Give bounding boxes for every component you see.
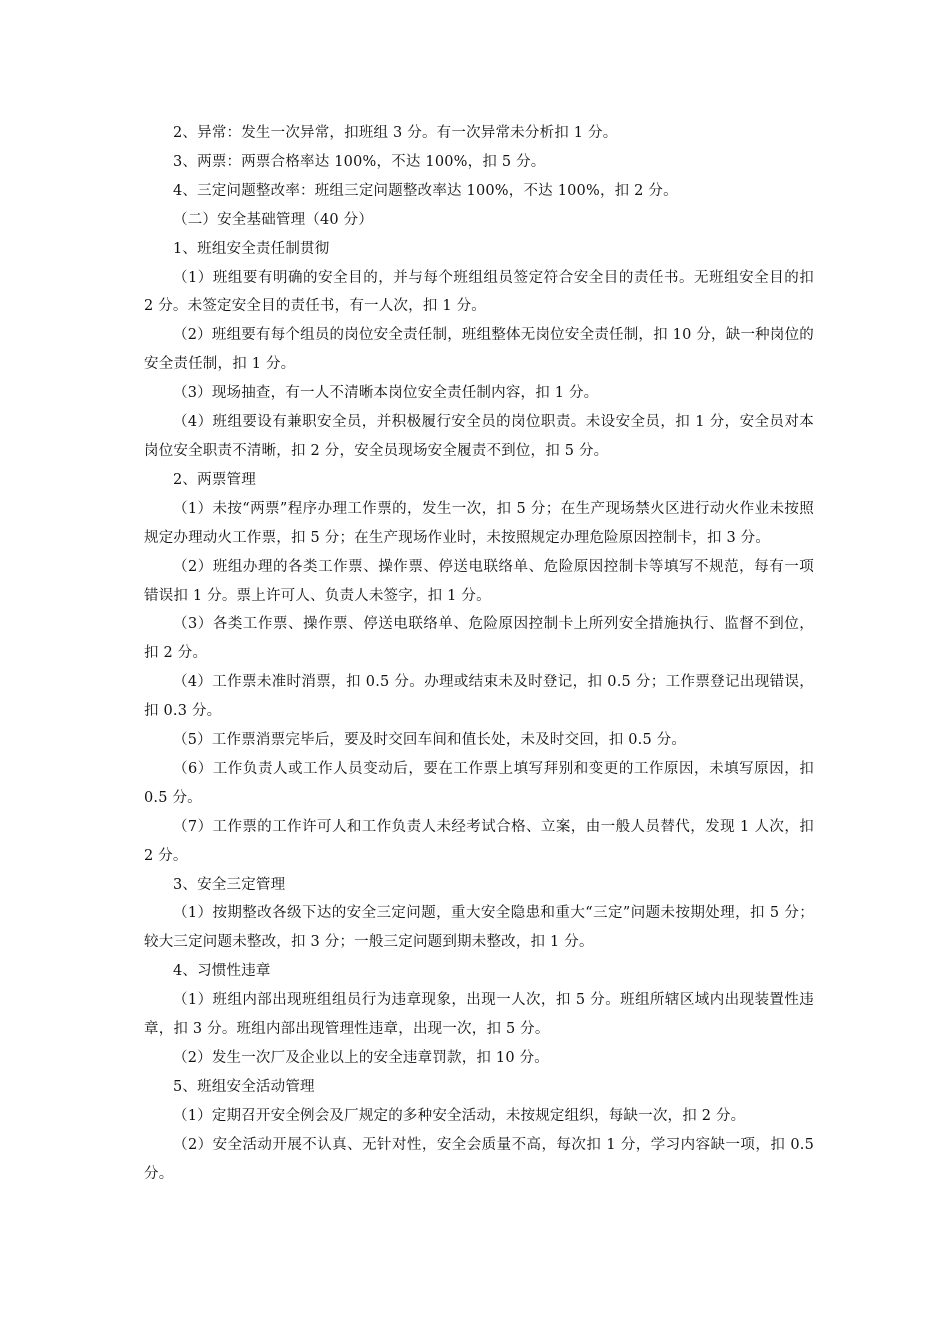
paragraph-responsibility-4: （4）班组要设有兼职安全员，并积极履行安全员的岗位职责。未设安全员，扣 1 分，安全员对本岗位安全职责不清晰，扣 2 分，安全员现场安全履责不到位，扣 5 分。: [144, 414, 814, 459]
paragraph-activity-1: （1）定期召开安全例会及厂规定的多种安全活动，未按规定组织，每缺一次，扣 2 分。: [173, 1107, 746, 1124]
paragraph-three-fix-1: （1）按期整改各级下达的安全三定问题，重大安全隐患和重大“三定”问题未按期处理，扣 5 分；较大三定问题未整改，扣 3 分；一般三定问题到期未整改，扣 1 分。: [144, 905, 814, 951]
subheading-habitual-violation: 4、习惯性违章: [173, 963, 271, 980]
paragraph-activity-2: （2）安全活动开展不认真、无针对性，安全会质量不高，每次扣 1 分，学习内容缺一项，扣 0.5 分。: [144, 1136, 814, 1182]
paragraph-abnormal: 2、异常：发生一次异常，扣班组 3 分。有一次异常未分析扣 1 分。: [173, 125, 618, 141]
section-heading-safety-basics: （二）安全基础管理（40 分）: [173, 211, 374, 228]
subheading-responsibility: 1、班组安全责任制贯彻: [173, 240, 330, 257]
document-body: [144, 119, 814, 1189]
subheading-safety-activity: 5、班组安全活动管理: [173, 1078, 315, 1095]
subheading-two-tickets: 2、两票管理: [173, 471, 256, 488]
paragraph-responsibility-3: （3）现场抽查，有一人不清晰本岗位安全责任制内容，扣 1 分。: [173, 385, 599, 402]
paragraph-tickets-4: （4）工作票未准时消票，扣 0.5 分。办理或结束未及时登记，扣 0.5 分；工作票登记出现错误，扣 0.3 分。: [144, 674, 814, 720]
paragraph-tickets-7: （7）工作票的工作许可人和工作负责人未经考试合格、立案，由一般人员替代，发现 1 人次，扣 2 分。: [144, 818, 814, 864]
paragraph-tickets-2: （2）班组办理的各类工作票、操作票、停送电联络单、危险原因控制卡等填写不规范，每有一项错误扣 1 分。票上许可人、负责人未签字，扣 1 分。: [144, 558, 814, 604]
paragraph-violation-2: （2）发生一次厂及企业以上的安全违章罚款，扣 10 分。: [173, 1050, 549, 1066]
paragraph-tickets-1: （1）未按“两票”程序办理工作票的，发生一次，扣 5 分；在生产现场禁火区进行动火作业未按照规定办理动火工作票，扣 5 分；在生产现场作业时，未按照规定办理危险原因控制卡，扣 3 分。: [144, 500, 814, 546]
paragraph-two-tickets-rate: 3、两票：两票合格率达 100%，不达 100%，扣 5 分。: [173, 153, 546, 170]
paragraph-responsibility-1: （1）班组要有明确的安全目的，并与每个班组组员签定符合安全目的责任书。无班组安全目的扣 2 分。未签定安全目的责任书，有一人次，扣 1 分。: [144, 269, 814, 315]
paragraph-three-fix-rate: 4、三定问题整改率：班组三定问题整改率达 100%，不达 100%，扣 2 分。: [173, 182, 678, 199]
paragraph-tickets-5: （5）工作票消票完毕后，要及时交回车间和值长处，未及时交回，扣 0.5 分。: [173, 732, 687, 749]
paragraph-tickets-3: （3）各类工作票、操作票、停送电联络单、危险原因控制卡上所列安全措施执行、监督不到位，扣 2 分。: [144, 616, 814, 662]
paragraph-violation-1: （1）班组内部出现班组组员行为违章现象，出现一人次，扣 5 分。班组所辖区域内出现装置性违章，扣 3 分。班组内部出现管理性违章，出现一次，扣 5 分。: [144, 992, 814, 1038]
subheading-three-fix: 3、安全三定管理: [173, 876, 286, 893]
paragraph-responsibility-2: （2）班组要有每个组员的岗位安全责任制，班组整体无岗位安全责任制，扣 10 分，缺一种岗位的安全责任制，扣 1 分。: [144, 327, 814, 373]
paragraph-tickets-6: （6）工作负责人或工作人员变动后，要在工作票上填写拜别和变更的工作原因，未填写原因，扣 0.5 分。: [144, 760, 814, 806]
